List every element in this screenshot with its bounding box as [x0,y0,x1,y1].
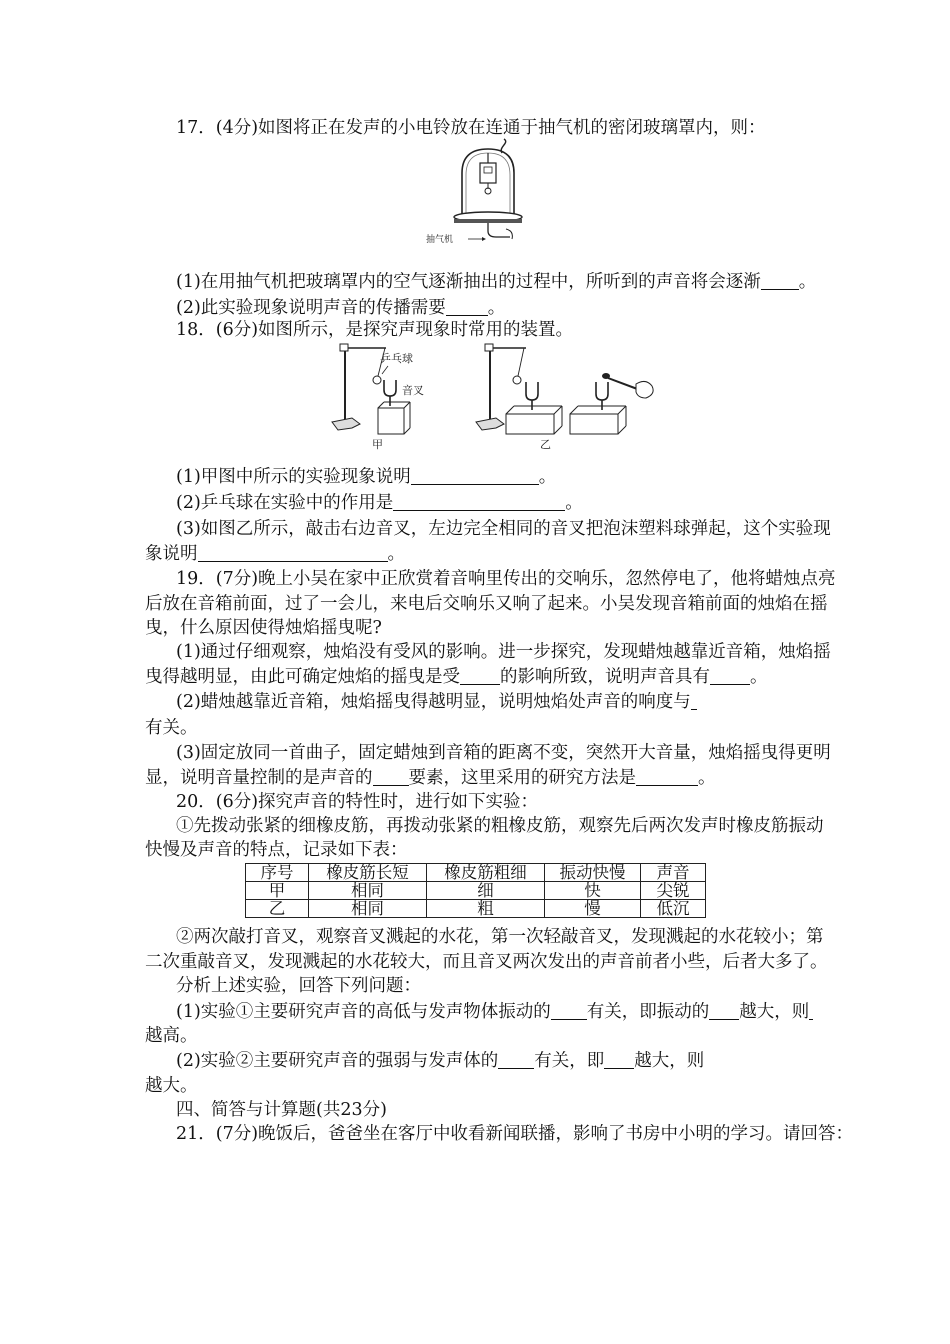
q20-part2a: (2)实验②主要研究声音的强弱与发声体的 有关，即 越大，则 [176,1051,705,1071]
table-cell: 快 [545,882,641,900]
blank[interactable] [691,691,697,710]
table-cell: 尖锐 [641,882,706,900]
blank[interactable] [604,1050,634,1069]
tuning-fork-figure [330,338,660,456]
q20-part1a: (1)实验①主要研究声音的高低与发声物体振动的 有关，即振动的 越大，则 [176,1000,810,1024]
blank[interactable] [498,1050,534,1069]
q20-part1b: 越高。 [145,1026,198,1046]
blank[interactable] [198,543,388,562]
blank[interactable] [761,271,799,290]
bell-jar-figure [418,135,558,247]
table-cell: 相同 [309,882,427,900]
table-cell: 粗 [427,900,545,918]
q18-part2: (2)乒乓球在实验中的作用是 。 [176,493,583,513]
q20-ask: 分析上述实验，回答下列问题： [176,976,421,996]
table-header: 橡皮筋粗细 [427,864,545,882]
q20-exp1a: ①先拨动张紧的细橡皮筋，再拨动张紧的粗橡皮筋，观察先后两次发声时橡皮筋振动 [176,816,824,836]
q21-stem: 21．(7分)晚饭后，爸爸坐在客厅中收看新闻联播，影响了书房中小明的学习。请回答： [176,1124,854,1144]
q20-exp2b: 二次重敲音叉，发现溅起的水花较大，而且音叉两次发出的声音前者小些，后者大多了。 [145,952,828,972]
figure-jia-label: 甲 [372,438,383,451]
q20-exp1b: 快慢及声音的特点，记录如下表： [145,840,408,860]
blank[interactable] [460,666,500,685]
q19-part2a: (2)蜡烛越靠近音箱，烛焰摇曳得越明显，说明烛焰处声音的响度与 [176,690,810,714]
pump-label: 抽气机 [426,235,454,245]
table-cell: 慢 [545,900,641,918]
table-header-row [246,864,706,882]
fork-label: 音叉 [402,384,424,397]
table-cell: 乙 [246,900,309,918]
blank[interactable] [809,1001,813,1020]
q20-stem: 20．(6分)探究声音的特性时，进行如下实验： [176,792,539,812]
q19-part3a: (3)固定放同一首曲子，固定蜡烛到音箱的距离不变，突然开大音量，烛焰摇曳得更明 [176,743,831,763]
q19-line3: 曳，什么原因使得烛焰摇曳呢? [145,618,382,638]
ball-label: 乒乓球 [380,352,413,365]
figure-yi-label: 乙 [540,438,551,451]
q18-part3b: 象说明 。 [145,544,405,564]
q17-part2: (2)此实验现象说明声音的传播需要 。 [176,298,506,318]
q19-part1a: (1)通过仔细观察，烛焰没有受风的影响。进一步探究，发现蜡烛越靠近音箱，烛焰摇 [176,642,831,662]
q19-part1b: 曳得越明显，由此可确定烛焰的摇曳是受 的影响所致，说明声音具有 。 [145,667,768,687]
table-cell: 相同 [309,900,427,918]
blank[interactable] [709,1001,739,1020]
blank[interactable] [446,297,488,316]
q17-stem: 17．(4分)如图将正在发声的小电铃放在连通于抽气机的密闭玻璃罩内，则： [176,118,766,138]
record-table [245,863,706,918]
blank[interactable] [551,1001,587,1020]
table-cell: 细 [427,882,545,900]
q19-part2b: 有关。 [145,718,198,738]
table-header: 橡皮筋长短 [309,864,427,882]
blank[interactable] [636,767,698,786]
table-header: 序号 [246,864,309,882]
q18-stem: 18．(6分)如图所示，是探究声现象时常用的装置。 [176,320,574,340]
q19-line2: 后放在音箱前面，过了一会儿，来电后交响乐又响了起来。小吴发现音箱前面的烛焰在摇 [145,594,828,614]
table-row [246,900,706,918]
q20-exp2a: ②两次敲打音叉，观察音叉溅起的水花，第一次轻敲音叉，发现溅起的水花较小；第 [176,927,824,947]
table-cell: 甲 [246,882,309,900]
q18-part1: (1)甲图中所示的实验现象说明 。 [176,467,557,487]
table-header: 振动快慢 [545,864,641,882]
q19-part3b: 显，说明音量控制的是声音的 要素，这里采用的研究方法是 。 [145,768,716,788]
section-4-heading: 四、简答与计算题(共23分) [176,1100,387,1120]
blank[interactable] [411,466,539,485]
blank[interactable] [710,666,750,685]
table-row [246,882,706,900]
table-cell: 低沉 [641,900,706,918]
table-header: 声音 [641,864,706,882]
q19-line1: 19．(7分)晚上小吴在家中正欣赏着音响里传出的交响乐，忽然停电了，他将蜡烛点亮 [176,569,836,589]
blank[interactable] [373,767,409,786]
q17-part1: (1)在用抽气机把玻璃罩内的空气逐渐抽出的过程中，所听到的声音将会逐渐 。 [176,272,817,292]
blank[interactable] [393,492,565,511]
q20-part2b: 越大。 [145,1076,198,1096]
q18-part3a: (3)如图乙所示，敲击右边音叉，左边完全相同的音叉把泡沫塑料球弹起，这个实验现 [176,519,831,539]
